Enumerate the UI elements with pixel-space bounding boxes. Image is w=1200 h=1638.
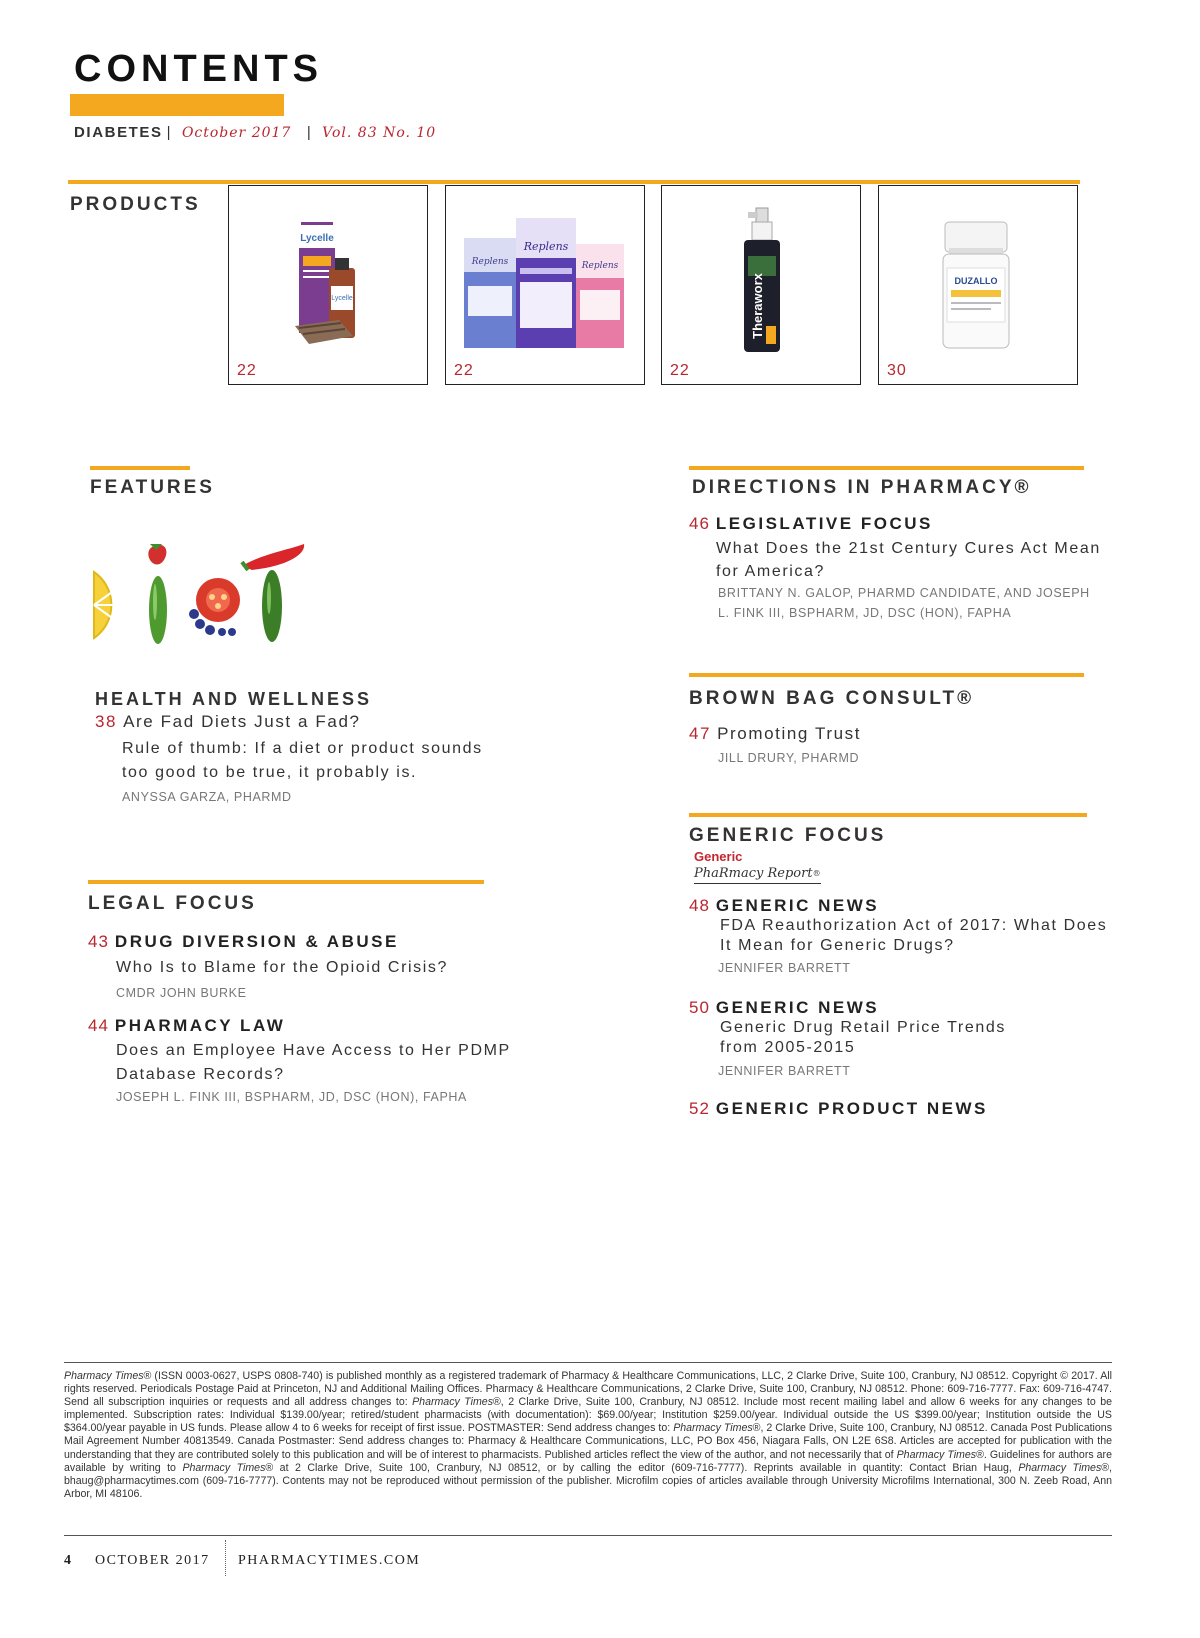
logo-registered-mark: ® <box>812 869 821 878</box>
svg-text:Replens: Replens <box>471 257 509 267</box>
legal-entry-2-title: Does an Employee Have Access to Her PDMP <box>116 1042 511 1059</box>
page-title: CONTENTS <box>74 48 323 90</box>
directions-entry-author-1: BRITTANY N. GALOP, PHARMD CANDIDATE, AND JOSEPH <box>718 586 1090 600</box>
svg-text:Lycelle: Lycelle <box>300 233 334 244</box>
footer-rule <box>64 1535 1112 1536</box>
svg-text:DUZALLO: DUZALLO <box>954 276 998 286</box>
generic-entry-2-head[interactable] <box>689 998 879 1018</box>
pub-name: Pharmacy Times <box>1018 1461 1102 1474</box>
generic-focus-rule <box>689 813 1087 817</box>
legal-text-4: ®. Guidelines for authors are available by writing to <box>64 1448 1112 1474</box>
legal-entry-2-title-2: Database Records? <box>116 1066 285 1083</box>
health-entry-page: 38 <box>95 712 118 731</box>
health-entry-dek-2: too good to be true, it probably is. <box>122 764 418 781</box>
product-card-replens[interactable] <box>445 185 645 385</box>
product-card-lycelle[interactable] <box>228 185 428 385</box>
generic-entry-1-head[interactable] <box>689 896 879 916</box>
product-page-number: 22 <box>454 362 474 379</box>
theraworx-spray-image <box>662 186 860 356</box>
legal-focus-heading: LEGAL FOCUS <box>88 893 257 914</box>
issue-volume: Vol. 83 No. 10 <box>322 125 437 141</box>
legal-entry-2-head[interactable] <box>88 1016 285 1036</box>
product-card-theraworx[interactable] <box>661 185 861 385</box>
product-page-number: 22 <box>237 362 257 379</box>
pub-name: Pharmacy Times <box>412 1396 493 1409</box>
lycelle-kit-image <box>229 186 427 356</box>
directions-entry-title-2: for America? <box>716 563 826 580</box>
generic-entry-2-title-2: from 2005-2015 <box>720 1039 856 1056</box>
logo-word-pharmacy-report: PhaRmacy Report <box>694 866 813 881</box>
product-page-number: 30 <box>887 362 907 379</box>
legal-text-3: ®, 2 Clarke Drive, Suite 100, Cranbury, NJ 08512. Canada Post Publications Mail Agreement Number 40813549. Canada Postmaster: Send address changes to: Pharmacy & Healthcare Communications, LLC, PO Box 456, Niagara Falls, ON L2E 6S8. Articles are accepted for publication with the understanding that they are contributed solely to this publication and will be of interest to pharmacists. Published articles reflect the view of the author, and not necessarily that of <box>64 1422 1112 1461</box>
brown-bag-rule <box>689 673 1084 677</box>
features-rule <box>90 466 190 470</box>
legal-notice <box>64 1370 1112 1501</box>
legal-entry-1-head[interactable] <box>88 932 399 952</box>
health-entry-title[interactable] <box>95 710 361 734</box>
legal-entry-1-page: 43 <box>88 932 109 951</box>
brown-bag-entry-title[interactable] <box>689 722 861 746</box>
health-entry-title-text: Are Fad Diets Just a Fad? <box>123 712 361 731</box>
logo-word-generic: Generic <box>694 849 743 864</box>
brown-bag-entry-title-text: Promoting Trust <box>717 724 862 743</box>
issue-line: DIABETES | October 2017 | Vol. 83 No. 10 <box>74 124 437 141</box>
footer-divider <box>225 1540 226 1576</box>
health-wellness-heading: HEALTH AND WELLNESS <box>95 689 372 709</box>
svg-text:Replens: Replens <box>523 240 569 253</box>
generic-entry-3-page: 52 <box>689 1099 710 1118</box>
health-entry-dek-1: Rule of thumb: If a diet or product sounds <box>122 740 483 757</box>
brown-bag-entry-author: JILL DRURY, PHARMD <box>718 751 860 765</box>
generic-entry-2-head-text: GENERIC NEWS <box>715 998 880 1017</box>
product-card-duzallo[interactable] <box>878 185 1078 385</box>
products-heading: PRODUCTS <box>70 194 201 215</box>
legal-text-1: ® (ISSN 0003-0627, USPS 0808-740) is published monthly as a registered trademark of Pharmacy & Healthcare Communications, LLC, 2 Clarke Drive, Suite 100, Cranbury, NJ 08512. Copyright © 2017. All rights reserved. Periodicals Postage Paid at Princeton, NJ and Additional Mailing Offices. Pharmacy & Healthcare Communications, 2 Clarke Drive, Suite 100, Cranbury, NJ 08512. Phone: 609-716-7777. Fax: 609-716-4747. Send all subscription inquiries or requests and all address changes to: <box>64 1370 1112 1409</box>
svg-text:Theraworx: Theraworx <box>750 273 765 339</box>
health-entry-author: ANYSSA GARZA, PHARMD <box>122 790 292 804</box>
svg-text:Lycelle: Lycelle <box>331 295 353 302</box>
replens-boxes-image <box>446 186 644 356</box>
product-page-number: 22 <box>670 362 690 379</box>
footer-month: OCTOBER 2017 <box>95 1553 210 1568</box>
legal-entry-2-author: JOSEPH L. FINK III, BSPHARM, JD, DSC (HON), FAPHA <box>116 1090 467 1104</box>
issue-date: October 2017 <box>181 125 292 141</box>
generic-entry-1-title-1: FDA Reauthorization Act of 2017: What Does <box>720 917 1108 934</box>
diet-produce-image <box>92 540 322 650</box>
generic-entry-1-title-2: It Mean for Generic Drugs? <box>720 937 955 954</box>
generic-entry-1-page: 48 <box>689 896 710 915</box>
generic-focus-heading: GENERIC FOCUS <box>689 825 887 846</box>
directions-rule <box>689 466 1084 470</box>
generic-pharmacy-report-logo <box>694 850 821 884</box>
generic-entry-1-head-text: GENERIC NEWS <box>715 896 880 915</box>
legal-text-2: ®, 2 Clarke Drive, Suite 100, Cranbury, NJ 08512. Include most recent mailing label and allow 6 weeks for any changes to be implemented. Subscription rates: Individual $139.00/year; retired/student pharmacists (with documentation): $69.00/year; Institution $259.00/year. Individual outside the US $399.00/year; Institution outside the US $364.00/year payable in US funds. Please allow 4 to 6 weeks for receipt of first issue. POSTMASTER: Send address changes to: <box>64 1396 1112 1435</box>
issue-topic: DIABETES <box>74 124 163 141</box>
generic-entry-2-title-1: Generic Drug Retail Price Trends <box>720 1019 1006 1036</box>
legal-focus-rule <box>88 880 484 884</box>
generic-entry-1-author: JENNIFER BARRETT <box>718 961 851 975</box>
directions-entry-page: 46 <box>689 514 710 533</box>
svg-text:Replens: Replens <box>581 261 619 271</box>
directions-entry-head[interactable] <box>689 514 933 534</box>
features-heading: FEATURES <box>90 477 215 498</box>
legal-text-6: ®, bhaug@pharmacytimes.com (609-716-7777). Contents may not be reproduced without permission of the publisher. Microfilm copies of articles available through University Microfilms International, 300 N. Zeeb Road, Ann Arbor, MI 48106. <box>64 1461 1112 1500</box>
title-accent-bar <box>70 94 284 116</box>
products-rule <box>68 180 1080 184</box>
legal-notice-top-rule <box>64 1362 1112 1363</box>
generic-entry-3-head[interactable] <box>689 1099 988 1119</box>
footer-page-number: 4 <box>64 1553 73 1568</box>
brown-bag-heading: BROWN BAG CONSULT® <box>689 688 975 709</box>
directions-heading: DIRECTIONS IN PHARMACY® <box>692 477 1032 498</box>
generic-entry-2-author: JENNIFER BARRETT <box>718 1064 851 1078</box>
pub-name: Pharmacy Times <box>896 1448 977 1461</box>
brown-bag-entry-page: 47 <box>689 724 712 743</box>
directions-entry-title-1: What Does the 21st Century Cures Act Mean <box>716 540 1101 557</box>
legal-entry-1-author: CMDR JOHN BURKE <box>116 986 247 1000</box>
legal-entry-1-title: Who Is to Blame for the Opioid Crisis? <box>116 959 449 976</box>
legal-entry-2-head-text: PHARMACY LAW <box>114 1016 286 1035</box>
legal-entry-2-page: 44 <box>88 1016 109 1035</box>
generic-entry-2-page: 50 <box>689 998 710 1017</box>
pub-name: Pharmacy Times <box>673 1422 753 1435</box>
legal-entry-1-head-text: DRUG DIVERSION & ABUSE <box>114 932 399 951</box>
legal-text-5: ® at 2 Clarke Drive, Suite 100, Cranbury, NJ 08512, or by calling the editor (609-716-7777). Reprints available in quantity: Contact Brian Haug, <box>265 1461 1019 1474</box>
duzallo-bottle-image <box>879 186 1077 356</box>
pub-name: Pharmacy Times <box>64 1370 144 1382</box>
directions-entry-author-2: L. FINK III, BSPHARM, JD, DSC (HON), FAPHA <box>718 606 1012 620</box>
directions-entry-head-text: LEGISLATIVE FOCUS <box>715 514 933 533</box>
footer-site-link[interactable]: PHARMACYTIMES.COM <box>238 1553 421 1568</box>
generic-entry-3-head-text: GENERIC PRODUCT NEWS <box>715 1099 988 1118</box>
pub-name: Pharmacy Times <box>182 1461 266 1474</box>
